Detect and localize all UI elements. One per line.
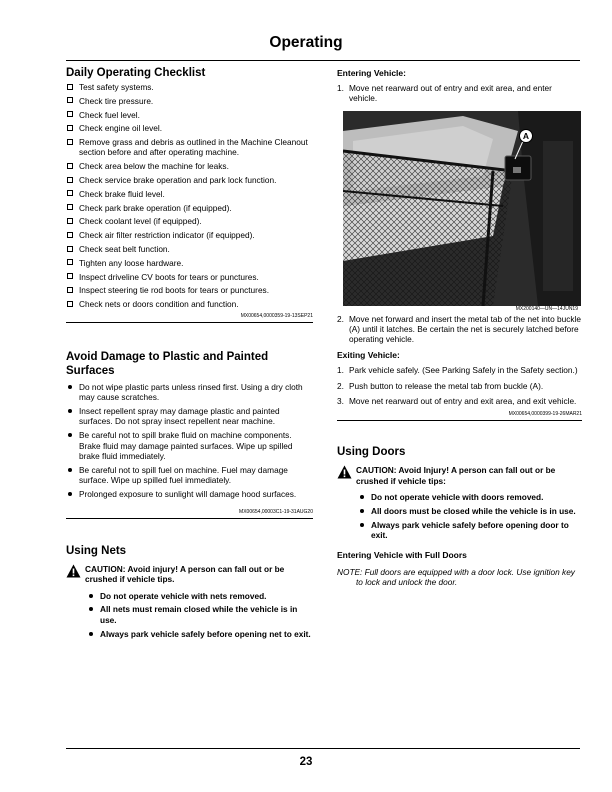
checklist: [66, 82, 313, 310]
checklist-item: Check park brake operation (if equipped).: [66, 203, 313, 213]
bullet-icon: [360, 509, 364, 513]
bullet-icon: [89, 594, 93, 598]
checklist-item: Check air filter restriction indicator (if equipped).: [66, 230, 313, 240]
list-item: All nets must remain closed while the vehicle is in use.: [87, 604, 313, 625]
reference-code: MX00654,00003C1-19-31AUG20: [239, 509, 313, 516]
bullet-icon: [68, 385, 72, 389]
bullet-icon: [68, 468, 72, 472]
checkbox-icon: [67, 97, 73, 103]
checkbox-icon: [67, 204, 73, 210]
checklist-item: Remove grass and debris as outlined in the Machine Cleanout section before and after operating machine.: [66, 137, 313, 158]
entering-steps: [337, 83, 582, 104]
step-item: 2. Push button to release the metal tab from buckle (A).: [337, 380, 544, 391]
reference-code: MX00654,0000399-19-26MAR21: [508, 411, 582, 418]
checklist-heading: Daily Operating Checklist: [66, 67, 206, 79]
checkbox-icon: [67, 287, 73, 293]
doors-safety-list: [337, 492, 582, 540]
list-item: Be careful not to spill fuel on machine. Fuel may damage surface. Wipe up spilled fuel immediately.: [66, 465, 313, 486]
warning-icon: [66, 564, 81, 578]
bullet-icon: [360, 523, 364, 527]
nets-safety-list: [66, 591, 313, 639]
checkbox-icon: [67, 139, 73, 145]
full-doors-heading: Entering Vehicle with Full Doors: [337, 550, 467, 561]
list-item: Prolonged exposure to sunlight will damage hood surfaces.: [66, 489, 313, 499]
checkbox-icon: [67, 163, 73, 169]
list-item: Be careful not to spill brake fluid on machine components. Brake fluid may damage painted surfaces. Wipe up spilled brake fluid immediately.: [66, 430, 313, 461]
using-doors-section: [337, 445, 582, 540]
checklist-item: Check seat belt function.: [66, 244, 313, 254]
step-item: 2. Move net forward and insert the metal tab of the net into buckle (A) until it latches. Be certain the net is securely latched before operating vehicle.: [337, 313, 581, 345]
checklist-item: Check brake fluid level.: [66, 189, 313, 199]
checklist-item: Check tire pressure.: [66, 96, 313, 106]
callout-label: A: [522, 130, 530, 141]
step-number: 2.: [337, 380, 344, 391]
bullet-icon: [68, 409, 72, 413]
warning-icon: [337, 465, 352, 479]
footer-rule: [66, 748, 580, 749]
checklist-item: Check service brake operation and park lock function.: [66, 175, 313, 185]
using-doors-heading: Using Doors: [337, 446, 406, 459]
caution-block: [337, 465, 582, 486]
checkbox-icon: [67, 273, 73, 279]
checklist-item: Inspect steering tie rod boots for tears or punctures.: [66, 285, 313, 295]
checkbox-icon: [67, 259, 73, 265]
checklist-item: Check engine oil level.: [66, 123, 313, 133]
avoid-damage-section: [66, 350, 313, 519]
right-column: [337, 68, 582, 588]
header-rule: [66, 60, 580, 61]
checklist-item: Check coolant level (if equipped).: [66, 216, 313, 226]
step-item: 3. Move net rearward out of entry and exit area, and exit vehicle.: [337, 396, 577, 407]
exiting-vehicle-section: [337, 350, 582, 421]
exiting-steps: [337, 365, 582, 406]
checkbox-icon: [67, 125, 73, 131]
checkbox-icon: [67, 84, 73, 90]
entering-steps-continued: [337, 314, 582, 345]
entering-vehicle-section: [337, 68, 582, 344]
list-item: All doors must be closed while the vehicle is in use.: [358, 506, 582, 516]
entering-vehicle-heading: Entering Vehicle:: [337, 68, 406, 78]
bullet-icon: [68, 433, 72, 437]
checkbox-icon: [67, 301, 73, 307]
page-number: 23: [299, 756, 313, 768]
using-nets-section: [66, 544, 313, 639]
section-divider: [66, 518, 313, 519]
checkbox-icon: [67, 232, 73, 238]
caution-text: CAUTION: Avoid Injury! A person can fall out or be crushed if vehicle tips:: [356, 465, 556, 486]
left-column: [66, 66, 313, 642]
exiting-vehicle-heading: Exiting Vehicle:: [337, 350, 400, 361]
avoid-damage-heading: Avoid Damage to Plastic and Painted Surfaces: [66, 351, 269, 378]
step-item: 1. Move net rearward out of entry and exit area, and enter vehicle.: [337, 83, 552, 104]
step-number: 2.: [337, 313, 344, 324]
list-item: Do not wipe plastic parts unless rinsed first. Using a dry cloth may cause scratches.: [66, 382, 313, 403]
checkbox-icon: [67, 177, 73, 183]
step-number: 1.: [337, 83, 344, 93]
checklist-item: Check nets or doors condition and function.: [66, 299, 313, 309]
list-item: Do not operate vehicle with nets removed.: [87, 591, 313, 601]
section-divider: [66, 322, 313, 323]
caution-block: [66, 564, 313, 585]
bullet-icon: [89, 607, 93, 611]
bullet-icon: [68, 492, 72, 496]
page-title: Operating: [269, 34, 343, 51]
checkbox-icon: [67, 111, 73, 117]
bullet-icon: [89, 632, 93, 636]
caution-text: CAUTION: Avoid injury! A person can fall out or be crushed if vehicle tips.: [85, 564, 285, 585]
list-item: Insect repellent spray may damage plastic and painted surfaces. Do not spray insect repellent near machine.: [66, 406, 313, 427]
daily-checklist-section: [66, 66, 313, 323]
reference-code: MX00654,0000359-19-13SEP21: [240, 313, 313, 320]
checkbox-icon: [67, 218, 73, 224]
using-nets-heading: Using Nets: [66, 545, 127, 558]
checklist-item: Test safety systems.: [66, 82, 313, 92]
full-doors-section: [337, 550, 582, 588]
net-buckle-illustration: [343, 111, 581, 306]
step-number: 1.: [337, 365, 344, 376]
checklist-item: Check area below the machine for leaks.: [66, 161, 313, 171]
figure-caption: MX200140—UN—14JUN19: [515, 305, 578, 312]
checklist-item: Inspect driveline CV boots for tears or punctures.: [66, 272, 313, 282]
checkbox-icon: [67, 190, 73, 196]
net-buckle-photo: [343, 111, 581, 306]
bullet-icon: [360, 495, 364, 499]
step-item: 1. Park vehicle safely. (See Parking Safely in the Safety section.): [337, 365, 578, 376]
step-number: 3.: [337, 396, 344, 407]
avoid-damage-list: [66, 382, 313, 499]
list-item: Always park vehicle safely before opening door to exit.: [358, 520, 582, 541]
checkbox-icon: [67, 246, 73, 252]
list-item: Do not operate vehicle with doors removed.: [358, 492, 582, 502]
note-text: NOTE: Full doors are equipped with a door lock. Use ignition key to lock and unlock the door.: [337, 567, 575, 588]
list-item: Always park vehicle safely before opening net to exit.: [87, 629, 313, 639]
checklist-item: Tighten any loose hardware.: [66, 258, 313, 268]
checklist-item: Check fuel level.: [66, 110, 313, 120]
section-divider: [337, 420, 582, 421]
